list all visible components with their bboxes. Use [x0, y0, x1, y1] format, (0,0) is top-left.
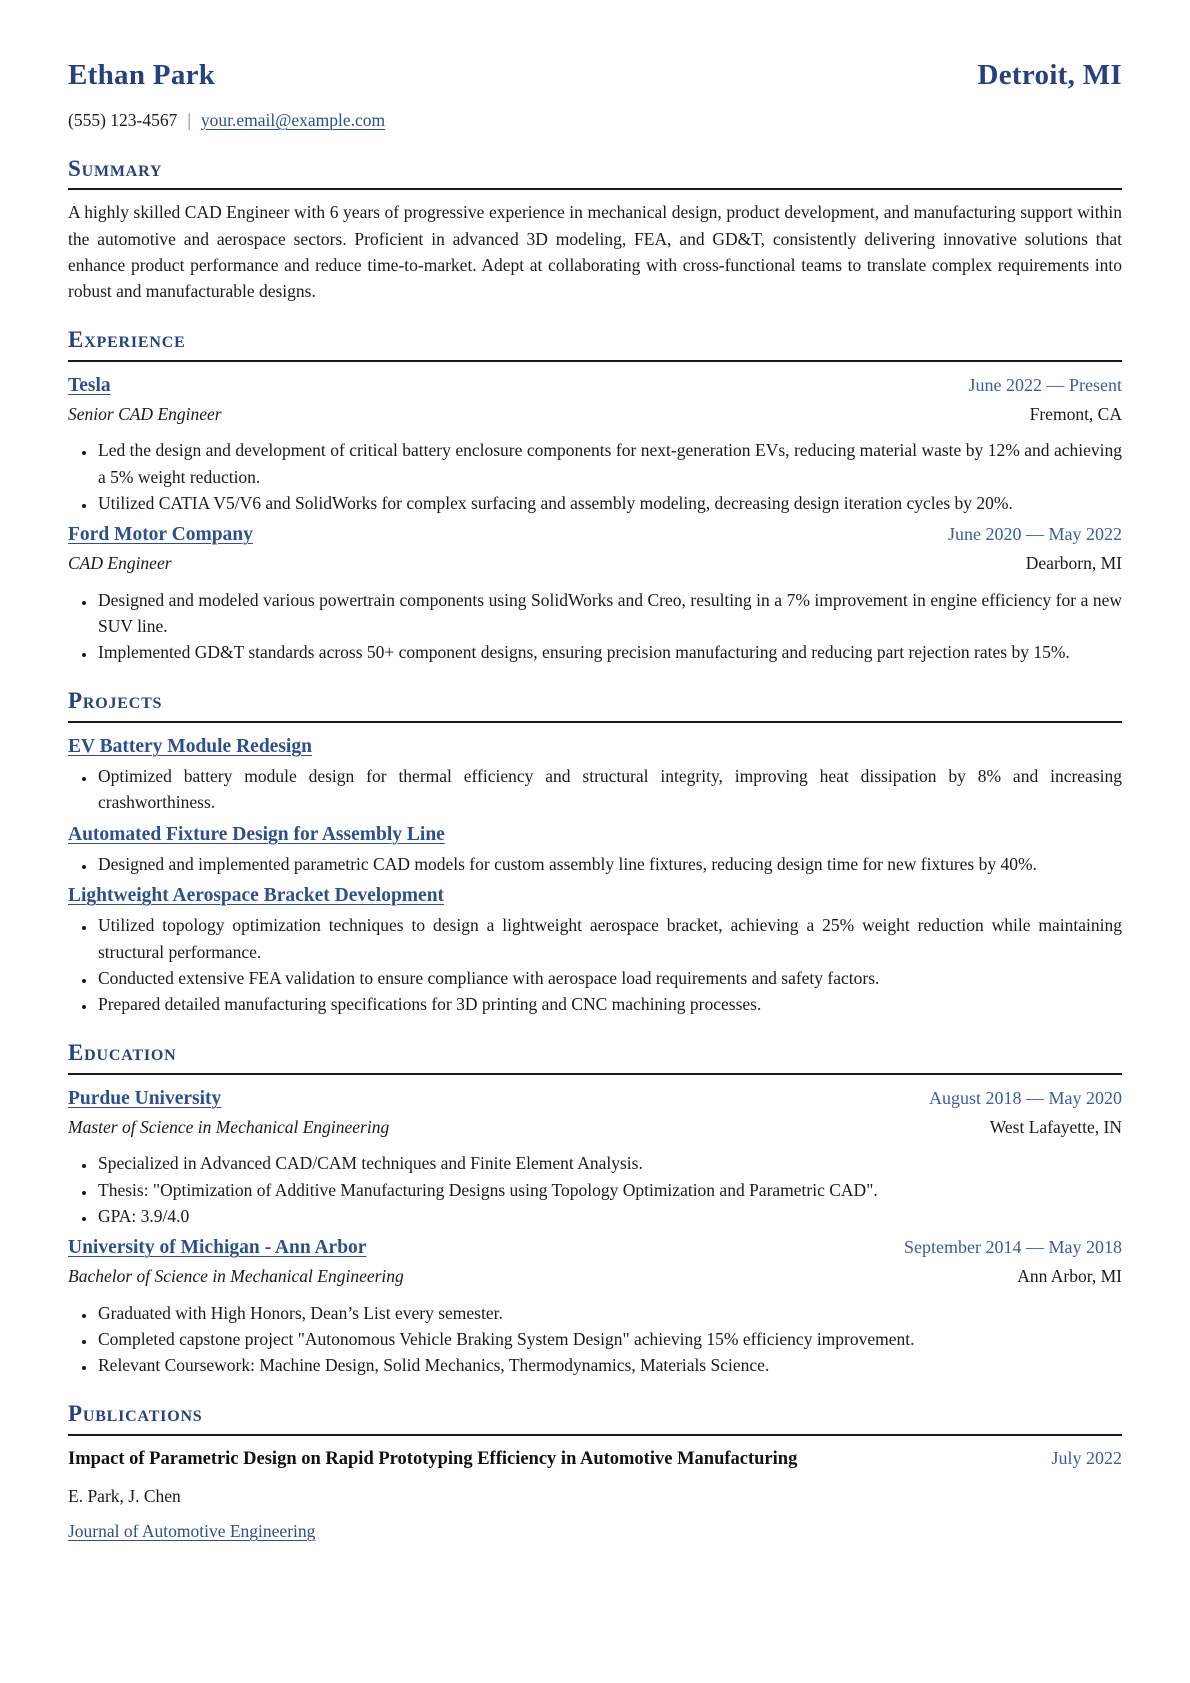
resume-header — [68, 54, 1122, 133]
experience-section — [68, 323, 1122, 665]
entry-role: Senior CAD Engineer — [68, 404, 222, 424]
entry-head — [68, 881, 1122, 910]
experience-entry-tesla — [68, 371, 1122, 516]
section-title-education: Education — [68, 1036, 1122, 1075]
entry-subhead — [68, 1114, 1122, 1140]
entry-head — [68, 820, 1122, 849]
email-link[interactable]: your.email@example.com — [200, 109, 386, 130]
project-link-ev-battery[interactable]: EV Battery Module Redesign — [68, 735, 312, 757]
phone-number: (555) 123-4567 — [68, 109, 178, 130]
entry-degree: Bachelor of Science in Mechanical Engineering — [68, 1266, 404, 1287]
journal-link[interactable]: Journal of Automotive Engineering — [68, 1520, 316, 1541]
project-entry-fixture — [68, 820, 1122, 878]
bullet-list — [68, 763, 1122, 816]
publications-section — [68, 1397, 1122, 1544]
bullet-item: • GPA: 3.9/4.0 — [96, 1203, 1122, 1229]
entry-head — [68, 520, 1122, 549]
entry-head — [68, 1233, 1122, 1262]
entry-location: Ann Arbor, MI — [1017, 1266, 1122, 1287]
bullet-item: • Thesis: "Optimization of Additive Manufacturing Designs using Topology Optimization and Parametric CAD". — [96, 1177, 1122, 1203]
entry-subhead — [68, 401, 1122, 427]
bullet-item: • Completed capstone project "Autonomous Vehicle Braking System Design" achieving 15% efficiency improvement. — [96, 1326, 1122, 1352]
entry-subhead — [68, 1263, 1122, 1289]
entry-location: Dearborn, MI — [1025, 553, 1122, 574]
bullet-item: • Graduated with High Honors, Dean’s List every semester. — [96, 1300, 1122, 1326]
bullet-list — [68, 851, 1122, 877]
bullet-item: • Utilized topology optimization techniques to design a lightweight aerospace bracket, achieving a 25% weight reduction while maintaining structural performance. — [96, 912, 1122, 965]
school-link-purdue[interactable]: Purdue University — [68, 1087, 222, 1109]
contact-row — [68, 107, 1122, 133]
bullet-item: • Prepared detailed manufacturing specifications for 3D printing and CNC machining processes. — [96, 991, 1122, 1017]
bullet-item: • Specialized in Advanced CAD/CAM techniques and Finite Element Analysis. — [96, 1150, 1122, 1176]
project-link-bracket[interactable]: Lightweight Aerospace Bracket Development — [68, 885, 445, 906]
entry-head — [68, 1084, 1122, 1113]
entry-dates: August 2018 — May 2020 — [929, 1087, 1122, 1108]
projects-section — [68, 684, 1122, 1017]
name-row — [68, 54, 1122, 98]
publication-journal-row — [68, 1518, 1122, 1544]
project-entry-ev-battery — [68, 732, 1122, 816]
entry-location: West Lafayette, IN — [989, 1117, 1122, 1137]
education-section — [68, 1036, 1122, 1378]
entry-dates: June 2022 — Present — [968, 374, 1122, 395]
bullet-list — [68, 437, 1122, 516]
section-title-publications: Publications — [68, 1397, 1122, 1436]
entry-dates: September 2014 — May 2018 — [904, 1237, 1122, 1257]
bullet-list — [68, 912, 1122, 1017]
bullet-item: • Led the design and development of critical battery enclosure components for next-generation EVs, reducing material waste by 12% and achieving a 5% weight reduction. — [96, 437, 1122, 490]
entry-subhead — [68, 550, 1122, 576]
school-link-michigan[interactable]: University of Michigan - Ann Arbor — [68, 1237, 367, 1258]
publication-title: Impact of Parametric Design on Rapid Prototyping Efficiency in Automotive Manufacturing — [68, 1448, 798, 1469]
bullet-list — [68, 1150, 1122, 1229]
publication-entry — [68, 1445, 1122, 1544]
bullet-item: • Designed and implemented parametric CAD models for custom assembly line fixtures, reducing design time for new fixtures by 40%. — [96, 851, 1122, 877]
bullet-item: • Relevant Coursework: Machine Design, Solid Mechanics, Thermodynamics, Materials Science. — [96, 1352, 1122, 1378]
entry-degree: Master of Science in Mechanical Engineering — [68, 1117, 390, 1137]
project-link-fixture[interactable]: Automated Fixture Design for Assembly Line — [68, 823, 445, 845]
education-entry-purdue — [68, 1084, 1122, 1229]
company-link-ford[interactable]: Ford Motor Company — [68, 524, 253, 545]
person-location: Detroit, MI — [977, 59, 1122, 91]
entry-head — [68, 732, 1122, 761]
company-link-tesla[interactable]: Tesla — [68, 374, 111, 396]
bullet-item: • Utilized CATIA V5/V6 and SolidWorks for complex surfacing and assembly modeling, decreasing design iteration cycles by 20%. — [96, 490, 1122, 516]
contact-separator: | — [187, 109, 191, 130]
publication-authors: E. Park, J. Chen — [68, 1485, 181, 1506]
bullet-list — [68, 587, 1122, 666]
bullet-list — [68, 1300, 1122, 1379]
entry-head — [68, 371, 1122, 400]
entry-role: CAD Engineer — [68, 553, 172, 574]
summary-section — [68, 152, 1122, 305]
publication-head — [68, 1445, 1122, 1474]
experience-entry-ford — [68, 520, 1122, 665]
project-entry-bracket — [68, 881, 1122, 1017]
section-title-projects: Projects — [68, 684, 1122, 723]
section-title-experience: Experience — [68, 323, 1122, 362]
entry-dates: June 2020 — May 2022 — [948, 524, 1122, 544]
person-name: Ethan Park — [68, 59, 216, 91]
bullet-item: • Implemented GD&T standards across 50+ component designs, ensuring precision manufacturing and reducing part rejection rates by 15%. — [96, 639, 1122, 665]
bullet-item: • Designed and modeled various powertrain components using SolidWorks and Creo, resulting in a 7% improvement in engine efficiency for a new SUV line. — [96, 587, 1122, 640]
summary-text: A highly skilled CAD Engineer with 6 years of progressive experience in mechanical design, product development, and manufacturing support within the automotive and aerospace sectors. Proficient in advanced 3D modeling, FEA, and GD&T, consistently delivering innovative solutions that enhance product performance and reduce time-to-market. Adept at collaborating with cross-functional teams to translate complex requirements into robust and manufacturable designs. — [68, 202, 1122, 301]
publication-date: July 2022 — [1051, 1447, 1122, 1468]
education-entry-michigan — [68, 1233, 1122, 1378]
section-title-summary: Summary — [68, 152, 1122, 191]
bullet-item: • Conducted extensive FEA validation to ensure compliance with aerospace load requirements and safety factors. — [96, 965, 1122, 991]
entry-location: Fremont, CA — [1029, 404, 1122, 424]
bullet-item: • Optimized battery module design for thermal efficiency and structural integrity, improving heat dissipation by 8% and increasing crashworthiness. — [96, 763, 1122, 816]
